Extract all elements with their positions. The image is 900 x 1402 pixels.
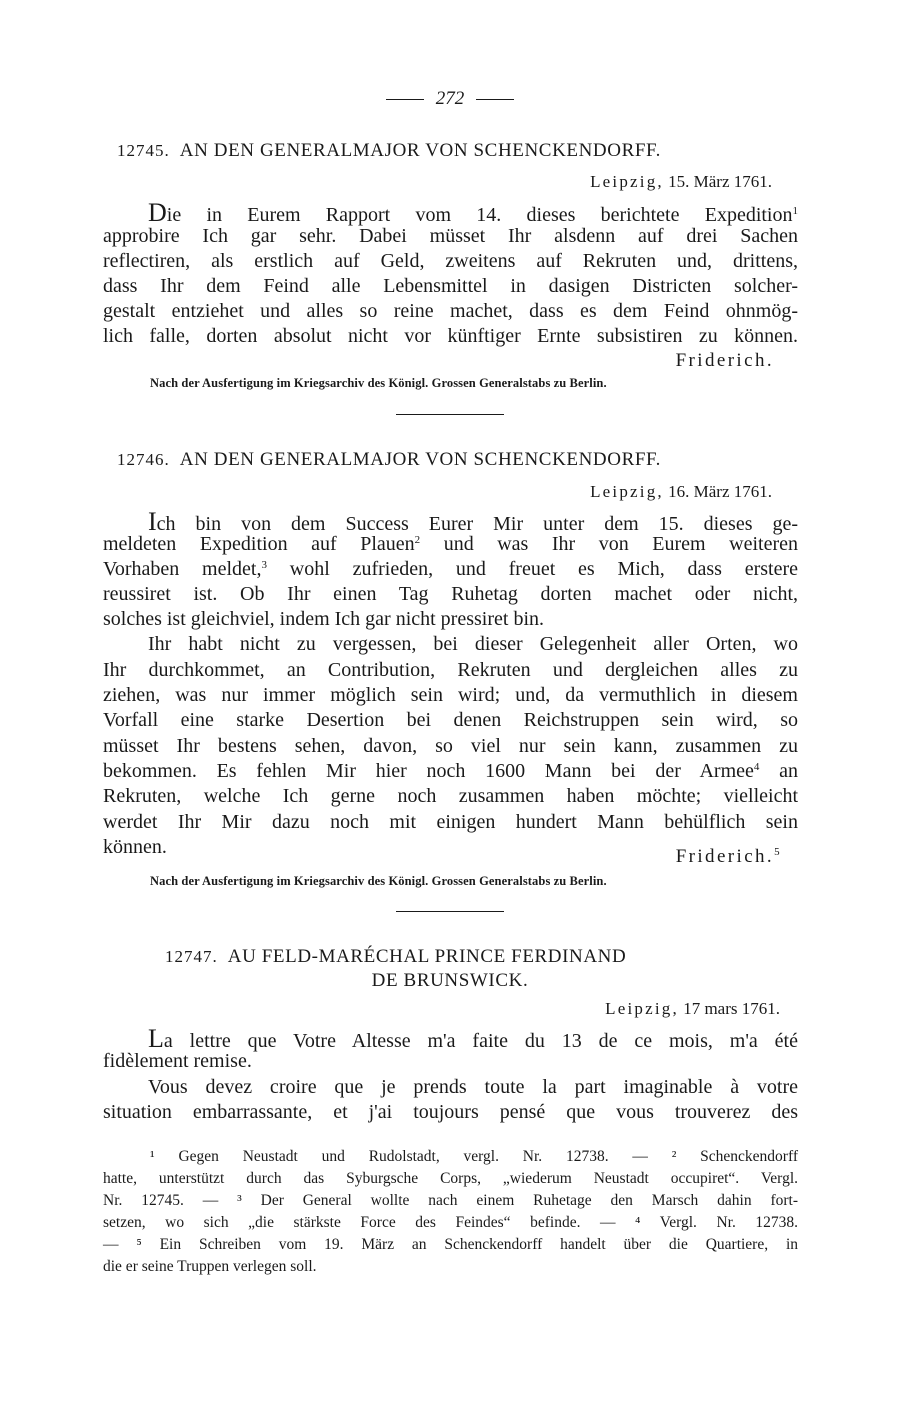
- letter-12747-heading: [165, 946, 626, 968]
- letter-12745-source-note: Nach der Ausfertigung im Kriegsarchiv des Königl. Grossen Generalstabs zu Berlin.: [150, 376, 607, 390]
- letter-12746-line-2: [103, 533, 798, 556]
- letter-12746-dateline: [590, 482, 772, 502]
- footnote-line-6: die er seine Truppen verlegen soll.: [103, 1258, 317, 1275]
- page-number-text: 272: [435, 88, 465, 109]
- footnote-mark: 2: [414, 534, 421, 546]
- letter-12746-heading: [117, 449, 661, 471]
- letter-12745-heading: [117, 140, 661, 162]
- letter-12747-heading-line-2: DE BRUNSWICK.: [371, 970, 529, 991]
- dateline-date: 16. März 1761.: [668, 482, 772, 501]
- footnote-mark: ¹: [150, 1148, 155, 1165]
- letter-12746-line-9: Vorfall eine starke Desertion bei denen Reichstruppen sein wird, so: [103, 709, 798, 731]
- letter-title: AN DEN GENERALMAJOR VON SCHENCKENDORFF.: [179, 140, 662, 161]
- initial-letter: D: [148, 198, 167, 227]
- letter-12746-line-12: Rekruten, welche Ich gerne noch zusammen haben möchte; vielleicht: [103, 785, 798, 807]
- letter-12745-line-6: lich falle, dorten absolut nicht vor künftiger Ernte subsistiren zu können.: [103, 325, 798, 347]
- footnote-mark: 3: [261, 559, 267, 571]
- footnote-mark: 5: [774, 846, 782, 858]
- letter-12746-line-11: [103, 760, 798, 783]
- letter-12746-line-10: müsset Ihr bestens sehen, davon, so viel nur sein kann, zusammen zu: [103, 735, 798, 757]
- page-number: [0, 88, 900, 110]
- page-number-rule-right: [476, 99, 514, 100]
- footnote-text: Gegen Neustadt und Rudolstadt, vergl. Nr. 12738. — ² Schenckendorff: [178, 1148, 799, 1165]
- dateline-place: Leipzig,: [605, 999, 679, 1018]
- dateline-date: 17 mars 1761.: [683, 999, 780, 1018]
- line-text: an: [759, 760, 798, 782]
- dateline-place: Leipzig,: [590, 172, 664, 191]
- letter-12747-line-3: Vous devez croire que je prends toute la part imaginable à votre: [148, 1076, 798, 1098]
- dateline-date: 15. März 1761.: [668, 172, 772, 191]
- line-text: meldeten Expedition auf Plauen: [103, 533, 415, 555]
- letter-title: AN DEN GENERALMAJOR VON SCHENCKENDORFF.: [179, 449, 662, 470]
- footnote-line-5: — ⁵ Ein Schreiben vom 19. März an Schenckendorff handelt über die Quartiere, in: [103, 1236, 798, 1253]
- line-text: ie in Eurem Rapport vom 14. dieses berichtete Expedition: [166, 204, 793, 226]
- letter-number: 12745.: [117, 141, 170, 160]
- line-text: wohl zufrieden, und freuet es Mich, dass erstere: [267, 558, 799, 580]
- line-text: und was Ihr von Eurem weiteren: [420, 533, 798, 555]
- footnote-line-4: setzen, wo sich „die stärkste Force des Feindes“ befinde. — ⁴ Vergl. Nr. 12738.: [103, 1214, 798, 1231]
- letter-12745-line-3: reflectiren, als erstlich auf Geld, zweitens auf Rekruten und, drittens,: [103, 250, 798, 272]
- letter-12747-line-2: fidèlement remise.: [103, 1050, 252, 1072]
- letter-12746-line-13: werdet Ihr Mir dazu noch mit einigen hundert Mann behülflich sein: [103, 811, 798, 833]
- letter-number: 12746.: [117, 450, 170, 469]
- footnote-mark: 1: [792, 205, 798, 217]
- letter-12746-signature: [676, 846, 782, 868]
- letter-title: AU FELD-MARÉCHAL PRINCE FERDINAND: [227, 946, 627, 967]
- initial-letter: I: [148, 507, 157, 536]
- letter-12746-line-5: solches ist gleichviel, indem Ich gar nicht pressiret bin.: [103, 608, 544, 630]
- letter-12746-line-4: reussiret ist. Ob Ihr einen Tag Ruhetag dorten machet oder nicht,: [103, 583, 798, 605]
- footnote-line-3: Nr. 12745. — ³ Der General wollte nach einem Ruhetage den Marsch dahin fort-: [103, 1192, 798, 1209]
- page-number-rule-left: [386, 99, 424, 100]
- letter-12745-dateline: [590, 172, 772, 192]
- letter-12747-dateline: [605, 999, 780, 1019]
- letter-12745-signature: Friderich.: [675, 350, 774, 371]
- letter-12746-line-7: Ihr durchkommet, an Contribution, Rekruten und dergleichen alles zu: [103, 659, 798, 681]
- letter-12746-line-3: [103, 558, 798, 581]
- letter-12745-line-2: approbire Ich gar sehr. Dabei müsset Ihr alsdenn auf drei Sachen: [103, 225, 798, 247]
- letter-12746-source-note: Nach der Ausfertigung im Kriegsarchiv des Königl. Grossen Generalstabs zu Berlin.: [150, 874, 607, 888]
- line-text: ch bin von dem Success Eurer Mir unter dem 15. dieses ge-: [156, 513, 798, 535]
- section-divider: [396, 414, 504, 415]
- dateline-place: Leipzig,: [590, 482, 664, 501]
- letter-12746-line-14: können.: [103, 836, 167, 858]
- letter-12747-line-4: situation embarrassante, et j'ai toujours pensé que vous trouverez des: [103, 1101, 798, 1123]
- letter-12745-line-1: [148, 198, 798, 228]
- letter-12746-line-8: ziehen, was nur immer möglich sein wird; und, da vermuthlich in diesem: [103, 684, 798, 706]
- initial-letter: L: [148, 1024, 164, 1053]
- footnote-line-2: hatte, unterstützt durch das Syburgsche Corps, „wiederum Neustadt occupiret“. Vergl.: [103, 1170, 798, 1187]
- line-text: Vorhaben meldet,: [103, 558, 262, 580]
- letter-12745-line-4: dass Ihr dem Feind alle Lebensmittel in dasigen Districten solcher-: [103, 275, 798, 297]
- section-divider: [396, 911, 504, 912]
- letter-12746-line-6: Ihr habt nicht zu vergessen, bei dieser Gelegenheit aller Orten, wo: [148, 633, 798, 655]
- footnote-mark: 4: [753, 761, 760, 773]
- line-text: a lettre que Votre Altesse m'a faite du 13 de ce mois, m'a été: [163, 1030, 798, 1052]
- line-text: bekommen. Es fehlen Mir hier noch 1600 Mann bei der Armee: [103, 760, 754, 782]
- letter-number: 12747.: [165, 947, 218, 966]
- signature-text: Friderich.: [675, 846, 775, 867]
- letter-12745-line-5: gestalt entziehet und alles so reine machet, dass es dem Feind ohnmög-: [103, 300, 798, 322]
- footnote-line-1: [150, 1148, 798, 1166]
